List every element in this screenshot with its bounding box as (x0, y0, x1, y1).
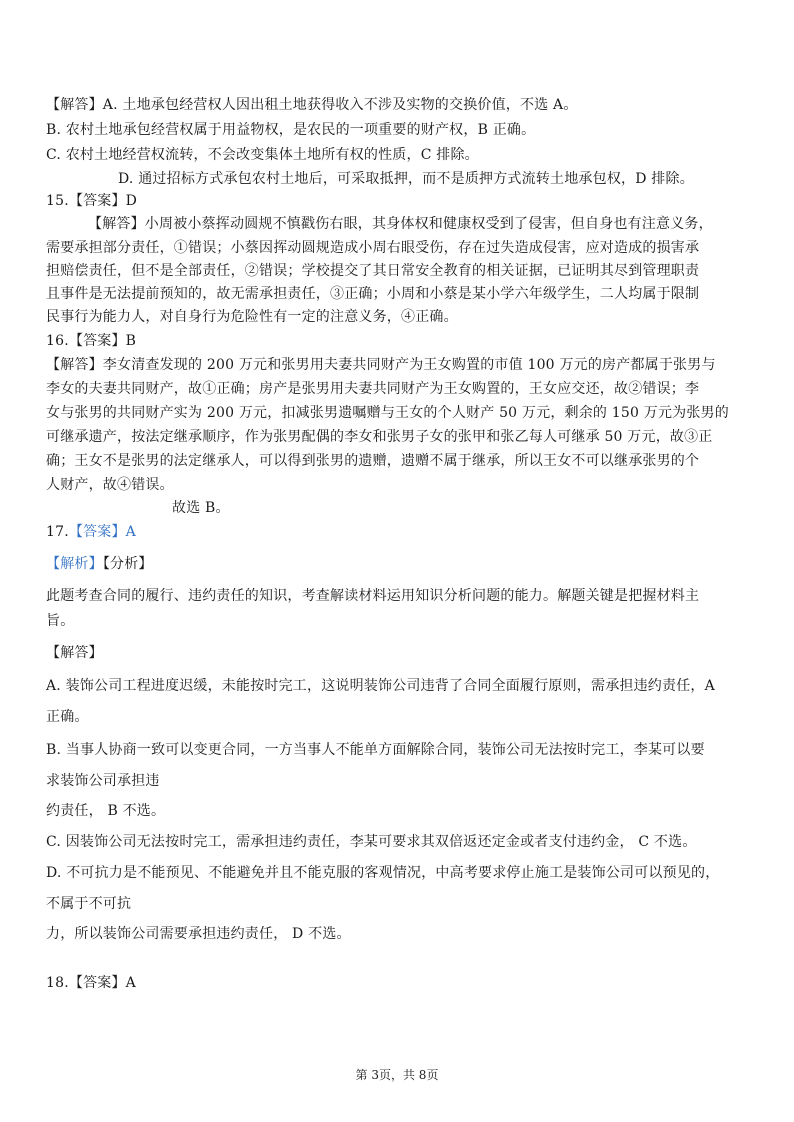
jiexi-label: 【解析】 (46, 556, 103, 572)
q17-option-d-line: 力，所以装饰公司需要承担违约责任， D 不选。 (46, 926, 351, 942)
q15-answer: 15.【答案】D (46, 193, 138, 209)
answer-14-d-line: D. 通过招标方式承包农村土地后，可采取抵押，而不是质押方式流转土地承包权，D 排除。 (118, 171, 694, 187)
answer-14-c-line: C. 农村土地经营权流转，不会改变集体土地所有权的性质，C 排除。 (46, 147, 479, 163)
q15-explanation-line: 担赔偿责任，但不是全部责任，②错误；学校提交了其日常安全教育的相关证据，已证明其尽到管理职责 (46, 263, 700, 279)
q16-answer: 16.【答案】B (46, 333, 137, 349)
q17-answer (46, 523, 136, 541)
q17-option-b-line: B. 当事人协商一致可以变更合同，一方当事人不能单方面解除合同，装饰公司无法按时完工，李某可以要 (46, 742, 705, 758)
q16-explanation-line: 女与张男的共同财产实为 200 万元，扣减张男遗嘱赠与王女的个人财产 50 万元，剩余的 150 万元为张男的 (46, 405, 729, 421)
q16-explanation-line: 李女的夫妻共同财产，故①正确；房产是张男用夫妻共同财产为王女购置的，王女应交还，故②错误；李 (46, 381, 700, 397)
q17-option-d-line: D. 不可抗力是不能预见、不能避免并且不能克服的客观情况，中高考要求停止施工是装饰公司可以预见的， (46, 865, 720, 881)
q16-explanation-line: 人财产，故④错误。 (46, 477, 174, 493)
q17-number: 17. (46, 524, 69, 540)
q16-conclusion: 故选 B。 (172, 500, 230, 516)
q15-explanation-line: 需要承担部分责任，①错误；小蔡因挥动圆规造成小周右眼受伤，存在过失造成侵害，应对造成的损害承 (46, 240, 700, 256)
q16-explanation-line: 确；王女不是张男的法定继承人，可以得到张男的遗赠，遗赠不属于继承，所以王女不可以继承张男的个 (46, 453, 700, 469)
fenxi-label: 【分析】 (102, 556, 153, 572)
q17-option-b-line: 求装饰公司承担违 (46, 773, 160, 789)
answer-14-a-line: 【解答】A. 土地承包经营权人因出租土地获得收入不涉及实物的交换价值，不选 A。 (46, 97, 578, 113)
q15-explanation-line: 且事件是无法提前预知的，故无需承担责任，③正确；小周和小蔡是某小学六年级学生，二人均属于限制 (46, 286, 700, 302)
q17-analysis-line: 此题考查合同的履行、违约责任的知识，考查解读材料运用知识分析问题的能力。解题关键是把握材料主 (46, 588, 700, 604)
q17-option-a-line: A. 装饰公司工程进度迟缓，未能按时完工，这说明装饰公司违背了合同全面履行原则，需承担违约责任，A (46, 678, 715, 694)
q15-explanation-line: 民事行为能力人，对自身行为危险性有一定的注意义务，④正确。 (46, 309, 458, 325)
q17-option-b-line: 约责任， B 不选。 (46, 803, 166, 819)
q17-answer-label: 【答案】A (68, 524, 136, 540)
q16-explanation-line: 可继承遗产，按法定继承顺序，作为张男配偶的李女和张男子女的张甲和张乙每人可继承 50 万元，故③正 (46, 429, 713, 445)
page-footer: 第 3页，共 8页 (355, 1068, 439, 1082)
q18-answer: 18.【答案】A (46, 975, 136, 991)
q16-explanation-line: 【解答】李女清查发现的 200 万元和张男用夫妻共同财产为王女购置的市值 100 万元的房产都属于张男与 (46, 357, 716, 373)
q17-analysis-heading (46, 555, 153, 573)
q15-explanation-line: 【解答】小周被小蔡挥动圆规不慎戳伤右眼，其身体权和健康权受到了侵害，但自身也有注意义务， (88, 216, 713, 232)
q17-option-d-line: 不属于不可抗 (46, 896, 132, 912)
q17-option-c-line: C. 因装饰公司无法按时完工，需承担违约责任，李某可要求其双倍返还定金或者支付违约金， C 不选。 (46, 834, 697, 850)
q17-solution-heading: 【解答】 (46, 645, 103, 661)
q17-option-a-line: 正确。 (46, 709, 89, 725)
q17-analysis-line: 旨。 (46, 613, 75, 629)
answer-14-b-line: B. 农村土地承包经营权属于用益物权，是农民的一项重要的财产权，B 正确。 (46, 122, 536, 138)
